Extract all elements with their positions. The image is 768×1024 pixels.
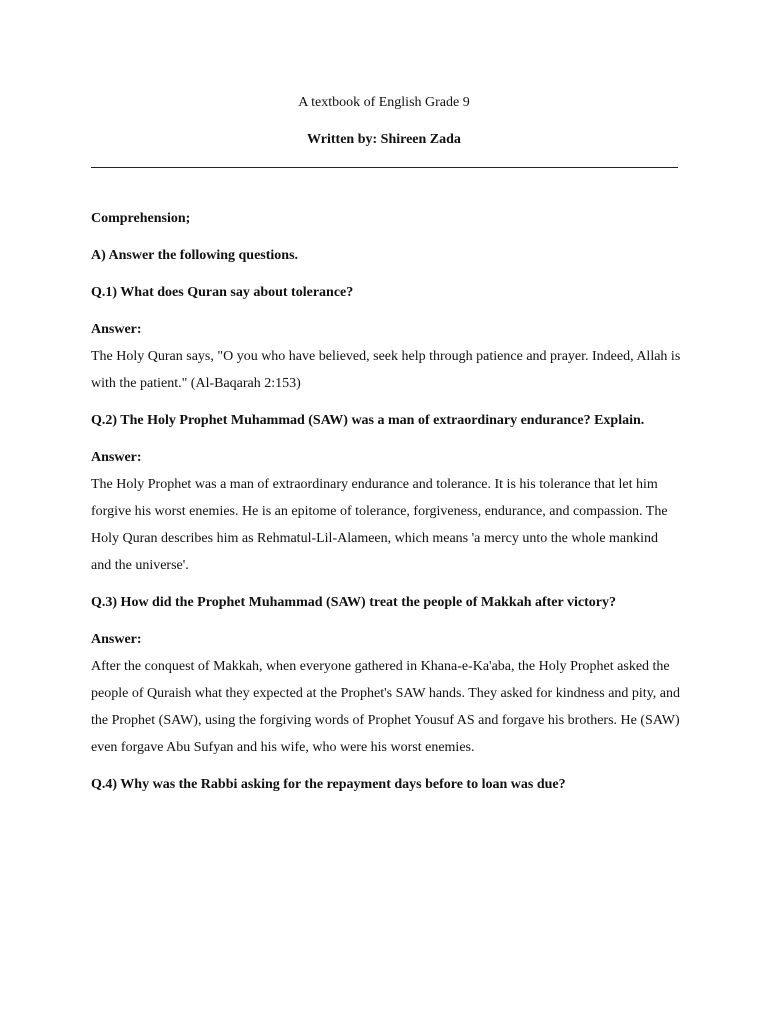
document-body — [91, 205, 681, 808]
document-author: Written by: Shireen Zada — [307, 132, 461, 147]
qa-item-4 — [91, 771, 681, 798]
answer-text-3: After the conquest of Makkah, when everyone gathered in Khana-e-Ka'aba, the Holy Prophet asked the people of Quraish what they expected at the Prophet's SAW hands. They asked for kindness and pity, and the Prophet (SAW), using the forgiving words of Prophet Yousuf AS and forgave his brothers. He (SAW) even forgave Abu Sufyan and his wife, who were his worst enemies. — [91, 659, 681, 755]
qa-item-3 — [91, 589, 681, 761]
section-instruction: A) Answer the following questions. — [91, 248, 299, 263]
question-2: Q.2) The Holy Prophet Muhammad (SAW) was a man of extraordinary endurance? Explain. — [91, 413, 645, 428]
answer-text-2: The Holy Prophet was a man of extraordinary endurance and tolerance. It is his tolerance that let him forgive his worst enemies. He is an epitome of tolerance, forgiveness, endurance, and compassion. The Holy Quran describes him as Rehmatul-Lil-Alameen, which means 'a mercy unto the whole mankind and the universe'. — [91, 477, 668, 573]
question-3: Q.3) How did the Prophet Muhammad (SAW) treat the people of Makkah after victory? — [91, 595, 616, 610]
question-1: Q.1) What does Quran say about tolerance? — [91, 285, 354, 300]
question-4: Q.4) Why was the Rabbi asking for the repayment days before to loan was due? — [91, 777, 566, 792]
answer-label-2: Answer: — [91, 450, 142, 465]
header-divider — [91, 167, 678, 168]
qa-item-2 — [91, 407, 681, 579]
answer-text-1: The Holy Quran says, "O you who have believed, seek help through patience and prayer. Indeed, Allah is with the patient." (Al-Baqarah 2:153) — [91, 349, 681, 391]
qa-item-1 — [91, 279, 681, 397]
answer-label-1: Answer: — [91, 322, 142, 337]
section-heading: Comprehension; — [91, 211, 191, 226]
answer-label-3: Answer: — [91, 632, 142, 647]
document-title: A textbook of English Grade 9 — [298, 95, 470, 110]
